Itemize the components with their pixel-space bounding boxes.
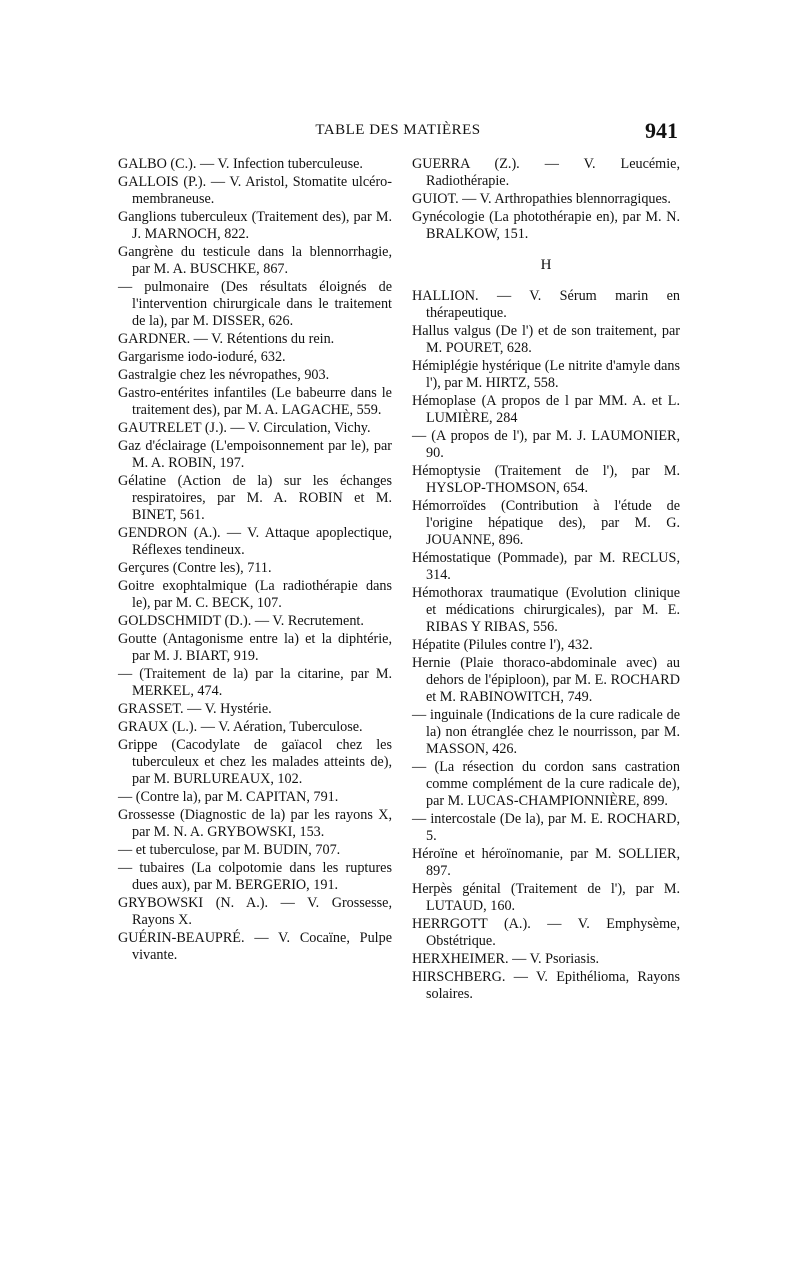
index-entry: Gargarisme iodo-ioduré, 632.: [118, 349, 286, 365]
index-entry: Gaz d'éclairage (L'empoisonnement par le), par M. A. ROBIN, 197.: [118, 438, 392, 471]
index-entry: HERRGOTT (A.). — V. Emphysème, Obstétrique.: [412, 916, 680, 949]
index-entry: HALLION. — V. Sérum marin en thérapeutique.: [412, 288, 680, 321]
index-entry: GAUTRELET (J.). — V. Circulation, Vichy.: [118, 420, 371, 436]
index-entry: — pulmonaire (Des résultats éloignés de l'intervention chirurgicale dans le traitement de la), par M. DISSER, 626.: [118, 279, 392, 329]
index-entry: — inguinale (Indications de la cure radicale de la) non étranglée chez le nourrisson, par M. MASSON, 426.: [412, 707, 680, 757]
index-entry: — (Traitement de la) par la citarine, par M. MERKEL, 474.: [118, 666, 392, 699]
page-header: [118, 120, 678, 148]
index-entry: HERXHEIMER. — V. Psoriasis.: [412, 951, 600, 967]
running-title: TABLE DES MATIÈRES: [315, 122, 481, 138]
index-entry: GUIOT. — V. Arthropathies blennorragiques.: [412, 191, 671, 207]
index-entry: Grippe (Cacodylate de gaïacol chez les tuberculeux et chez les malades atteints de), par M. BURLUREAUX, 102.: [118, 737, 392, 787]
index-entry: Hémoptysie (Traitement de l'), par M. HYSLOP-THOMSON, 654.: [412, 463, 680, 496]
left-column: [118, 156, 392, 965]
index-entry: Grossesse (Diagnostic de la) par les rayons X, par M. N. A. GRYBOWSKI, 153.: [118, 807, 392, 840]
index-entry: Hépatite (Pilules contre l'), 432.: [412, 637, 593, 653]
index-entry: — et tuberculose, par M. BUDIN, 707.: [118, 842, 341, 858]
index-entry: Gerçures (Contre les), 711.: [118, 560, 272, 576]
index-entry: GALBO (C.). — V. Infection tuberculeuse.: [118, 156, 363, 172]
index-entry: GUERRA (Z.). — V. Leucémie, Radiothérapie.: [412, 156, 680, 189]
index-entry: — tubaires (La colpotomie dans les ruptures dues aux), par M. BERGERIO, 191.: [118, 860, 392, 893]
index-entry: Gangrène du testicule dans la blennorrhagie, par M. A. BUSCHKE, 867.: [118, 244, 392, 277]
index-entry: — (Contre la), par M. CAPITAN, 791.: [118, 789, 339, 805]
index-entry: GARDNER. — V. Rétentions du rein.: [118, 331, 335, 347]
index-entry: Goutte (Antagonisme entre la) et la diphtérie, par M. J. BIART, 919.: [118, 631, 392, 664]
index-entry: GOLDSCHMIDT (D.). — V. Recrutement.: [118, 613, 364, 629]
index-entry: Hernie (Plaie thoraco-abdominale avec) au dehors de l'épiploon), par M. E. ROCHARD et M. RABINOWITCH, 749.: [412, 655, 680, 705]
index-entry: — intercostale (De la), par M. E. ROCHARD, 5.: [412, 811, 680, 844]
index-entry: Herpès génital (Traitement de l'), par M. LUTAUD, 160.: [412, 881, 680, 914]
index-entry: GRASSET. — V. Hystérie.: [118, 701, 272, 717]
index-entry: Gastralgie chez les névropathes, 903.: [118, 367, 330, 383]
index-entry: Gélatine (Action de la) sur les échanges respiratoires, par M. A. ROBIN et M. BINET, 561.: [118, 473, 392, 523]
index-entry: Hallus valgus (De l') et de son traitement, par M. POURET, 628.: [412, 323, 680, 356]
section-letter-h: H: [540, 257, 552, 273]
index-entry: HIRSCHBERG. — V. Epithélioma, Rayons solaires.: [412, 969, 680, 1002]
index-entry: GRYBOWSKI (N. A.). — V. Grossesse, Rayons X.: [118, 895, 392, 928]
index-entry: GRAUX (L.). — V. Aération, Tuberculose.: [118, 719, 363, 735]
index-entry: Ganglions tuberculeux (Traitement des), par M. J. MARNOCH, 822.: [118, 209, 392, 242]
page-number: 941: [645, 118, 678, 143]
right-column: [412, 156, 680, 1004]
index-entry: Goitre exophtalmique (La radiothérapie dans le), par M. C. BECK, 107.: [118, 578, 392, 611]
index-entry: Hémothorax traumatique (Evolution clinique et médications chirurgicales), par M. E. RIBAS Y RIBAS, 556.: [412, 585, 680, 635]
index-entry: Héroïne et héroïnomanie, par M. SOLLIER, 897.: [412, 846, 680, 879]
index-entry: — (La résection du cordon sans castration comme complément de la cure radicale de), par M. LUCAS-CHAMPIONNIÈRE, 899.: [412, 759, 680, 809]
right-column-h-entries: [412, 288, 680, 1003]
index-entry: Hémorroïdes (Contribution à l'étude de l'origine hépatique des), par M. G. JOUANNE, 896.: [412, 498, 680, 548]
index-entry: GUÉRIN-BEAUPRÉ. — V. Cocaïne, Pulpe vivante.: [118, 930, 392, 963]
index-entry: Hémostatique (Pommade), par M. RECLUS, 314.: [412, 550, 680, 583]
index-entry: Hémoplase (A propos de l par MM. A. et L. LUMIÈRE, 284: [412, 393, 680, 426]
right-column-g-entries: [412, 156, 680, 243]
index-entry: Gastro-entérites infantiles (Le babeurre dans le traitement des), par M. A. LAGACHE, 559.: [118, 385, 392, 418]
index-entry: GALLOIS (P.). — V. Aristol, Stomatite ulcéro-membraneuse.: [118, 174, 392, 207]
index-entry: — (A propos de l'), par M. J. LAUMONIER, 90.: [412, 428, 680, 461]
index-entry: Hémiplégie hystérique (Le nitrite d'amyle dans l'), par M. HIRTZ, 558.: [412, 358, 680, 391]
index-entry: GENDRON (A.). — V. Attaque apoplectique, Réflexes tendineux.: [118, 525, 392, 558]
index-entry: Gynécologie (La photothérapie en), par M. N. BRALKOW, 151.: [412, 209, 680, 242]
